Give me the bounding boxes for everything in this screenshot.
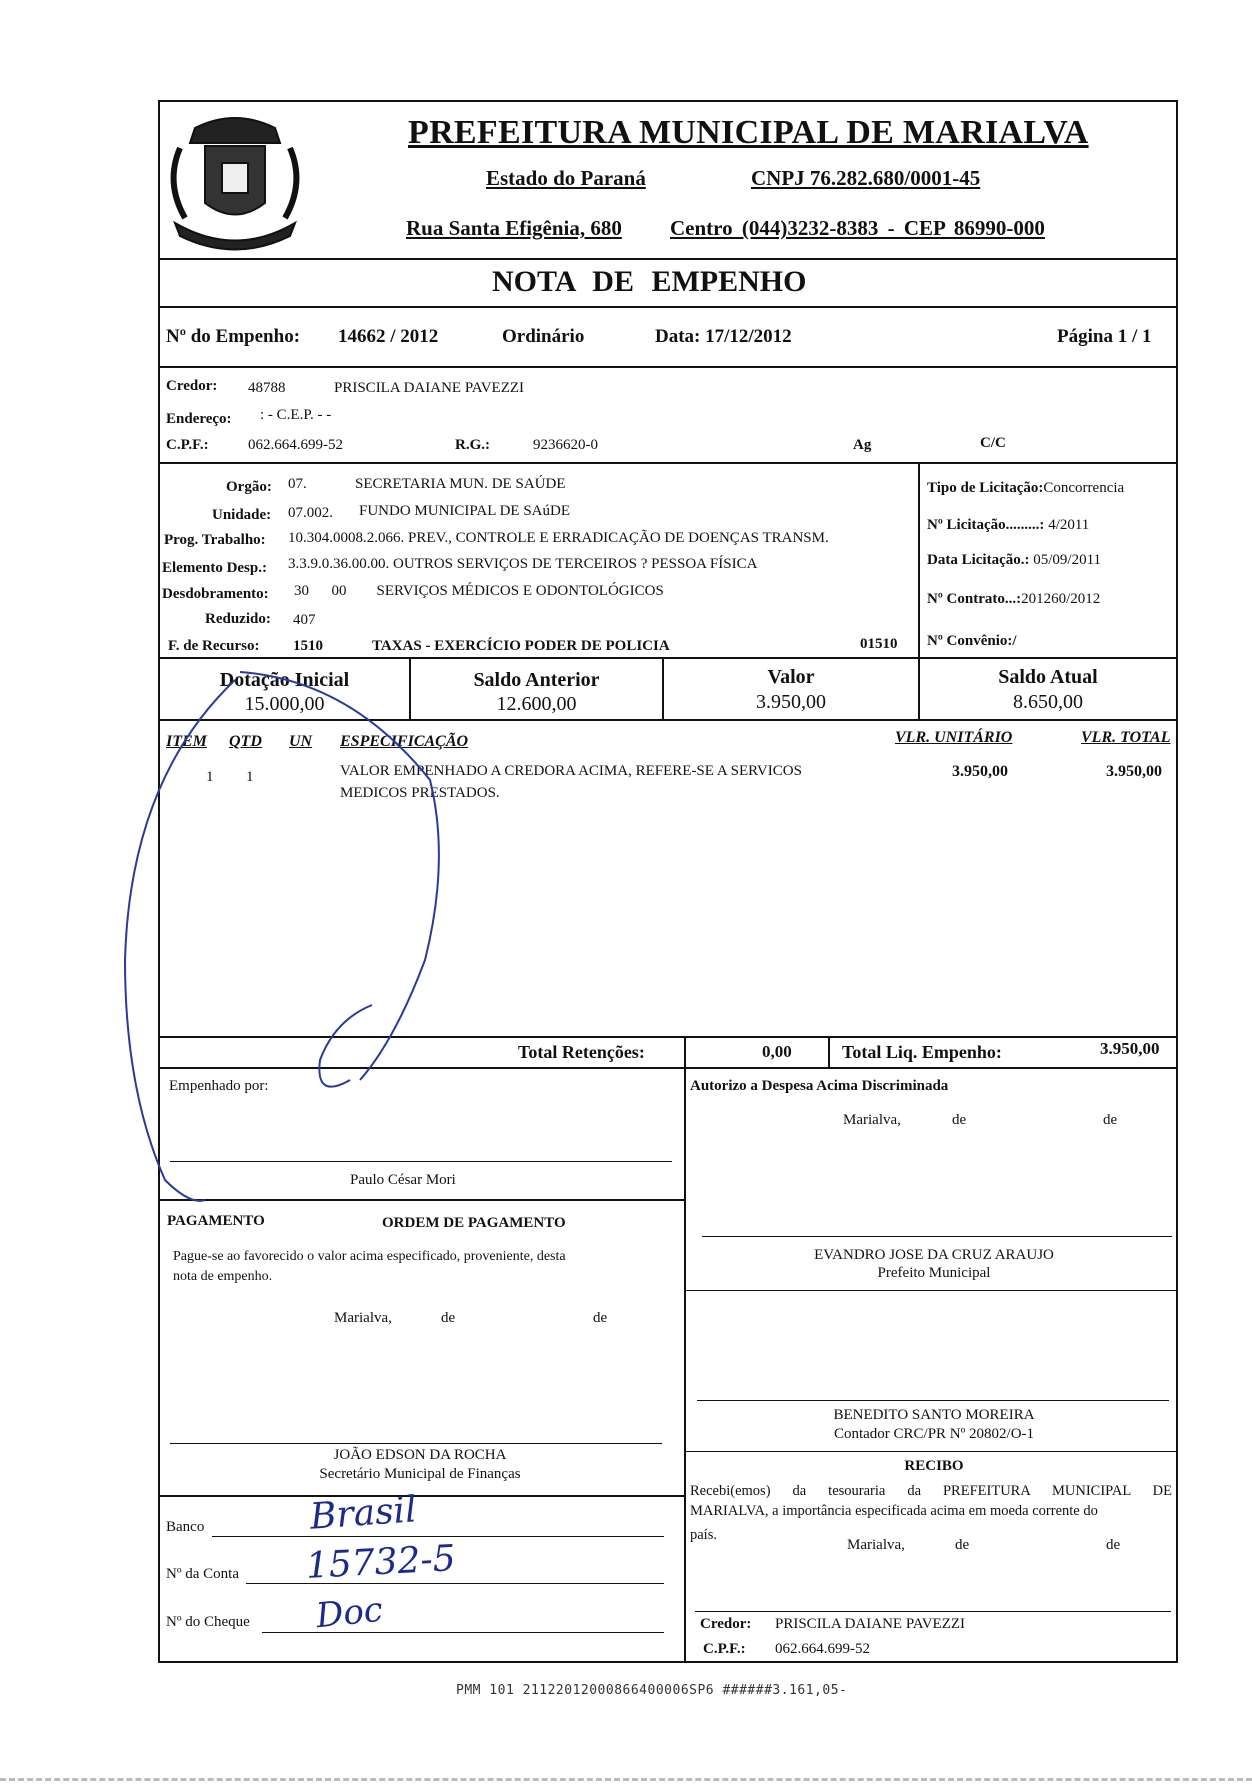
saldo-anterior-label: Saldo Anterior <box>473 669 600 691</box>
col-vlr-total: VLR. TOTAL <box>1081 729 1171 746</box>
credor-name: PRISCILA DAIANE PAVEZZI <box>334 380 525 396</box>
orgao-label: Orgão: <box>226 479 272 495</box>
state-name: Estado do Paraná <box>486 166 646 190</box>
empenho-number: 14662 / 2012 <box>338 326 439 347</box>
address-details: Centro (044)3232-8383 - CEP 86990-000 <box>670 216 1045 240</box>
desdobramento-label: Desdobramento: <box>162 586 269 602</box>
pagamento-place: Marialva, <box>334 1310 392 1326</box>
empenho-type: Ordinário <box>502 326 585 347</box>
saldo-atual-value: 8.650,00 <box>1013 691 1083 713</box>
prefeito-name: EVANDRO JOSE DA CRUZ ARAUJO <box>814 1247 1054 1263</box>
item-spec-line1: VALOR EMPENHADO A CREDORA ACIMA, REFERE-SE A SERVICOS <box>340 763 802 779</box>
tipo-licitacao: Tipo de Licitação:Concorrencia <box>927 480 1125 496</box>
col-un: UN <box>289 733 313 750</box>
liquido-value: 3.950,00 <box>1100 1039 1160 1058</box>
autorizo-de1: de <box>952 1112 967 1128</box>
dotacao-value: 15.000,00 <box>244 693 325 715</box>
account-label: C/C <box>980 435 1006 451</box>
document-footer-code: PMM 101 21122012000866400006SP6 ######3.161,05- <box>456 1683 848 1698</box>
recibo-cpf-value: 062.664.699-52 <box>775 1641 870 1657</box>
empenho-date: Data: 17/12/2012 <box>655 326 792 347</box>
agency-label: Ag <box>853 437 872 453</box>
empenhado-name: Paulo César Mori <box>350 1172 456 1188</box>
orgao-value: SECRETARIA MUN. DE SAÚDE <box>355 476 566 492</box>
reduzido-label: Reduzido: <box>205 611 271 627</box>
numero-licitacao: Nº Licitação.........: 4/2011 <box>927 517 1090 533</box>
unidade-code: 07.002. <box>288 505 333 521</box>
recibo-title: RECIBO <box>904 1458 964 1474</box>
data-licitacao: Data Licitação.: 05/09/2011 <box>927 552 1102 568</box>
recibo-de2: de <box>1106 1537 1121 1553</box>
recurso-code2: 01510 <box>860 636 898 652</box>
col-vlr-unitario: VLR. UNITÁRIO <box>895 729 1013 746</box>
recibo-text-line2: MARIALVA, a importância especificada acima em moeda corrente do <box>690 1503 1098 1519</box>
cheque-label: Nº do Cheque <box>166 1614 250 1630</box>
recurso-label: F. de Recurso: <box>168 638 260 654</box>
page-edge-divider <box>0 1778 1252 1781</box>
contador-role: Contador CRC/PR Nº 20802/O-1 <box>833 1426 1035 1442</box>
endereco-label: Endereço: <box>166 411 232 427</box>
banco-label: Banco <box>166 1519 205 1535</box>
retencoes-label: Total Retenções: <box>518 1042 645 1062</box>
page-number: Página 1 / 1 <box>1057 326 1152 347</box>
address-street: Rua Santa Efigênia, 680 <box>406 216 622 240</box>
ordem-pagamento-label: ORDEM DE PAGAMENTO <box>382 1215 566 1231</box>
autorizo-label: Autorizo a Despesa Acima Discriminada <box>690 1078 949 1094</box>
credor-label: Credor: <box>166 378 218 394</box>
valor-value: 3.950,00 <box>756 691 826 713</box>
prog-value: 10.304.0008.2.066. PREV., CONTROLE E ERRADICAÇÃO DE DOENÇAS TRANSM. <box>288 530 829 546</box>
item-unit-price: 3.950,00 <box>952 763 1008 780</box>
rg-label: R.G.: <box>455 437 490 453</box>
numero-convenio: Nº Convênio:/ <box>927 633 1017 649</box>
desdobramento-value: 30 00 SERVIÇOS MÉDICOS E ODONTOLÓGICOS <box>294 583 664 599</box>
recurso-code: 1510 <box>293 638 323 654</box>
valor-label: Valor <box>767 666 815 688</box>
empenhado-label: Empenhado por: <box>169 1078 269 1094</box>
elemento-label: Elemento Desp.: <box>162 560 267 576</box>
pagamento-text-line1: Pague-se ao favorecido o valor acima especificado, proveniente, desta <box>173 1249 566 1264</box>
secretario-name: JOÃO EDSON DA ROCHA <box>333 1447 507 1463</box>
recurso-value: TAXAS - EXERCÍCIO PODER DE POLICIA <box>372 638 670 654</box>
orgao-code: 07. <box>288 476 307 492</box>
cheque-handwritten: Doc <box>314 1589 385 1637</box>
banco-handwritten: Brasil <box>308 1489 418 1538</box>
numero-contrato: Nº Contrato...:201260/2012 <box>927 591 1101 607</box>
col-especificacao: ESPECIFICAÇÃO <box>340 733 469 750</box>
document-title: NOTA DE EMPENHO <box>492 265 807 298</box>
contador-name: BENEDITO SANTO MOREIRA <box>833 1407 1035 1423</box>
recibo-cpf-label: C.P.F.: <box>703 1641 746 1657</box>
dotacao-label: Dotação Inicial <box>219 669 350 691</box>
item-total-price: 3.950,00 <box>1106 763 1162 780</box>
reduzido-value: 407 <box>293 612 316 628</box>
prefeito-role: Prefeito Municipal <box>877 1265 991 1281</box>
recibo-text-line1: Recebi(emos) da tesouraria da PREFEITURA MUNICIPAL DE <box>690 1483 1172 1499</box>
recibo-de1: de <box>955 1537 970 1553</box>
autorizo-de2: de <box>1103 1112 1118 1128</box>
credor-code: 48788 <box>248 380 286 396</box>
secretario-role: Secretário Municipal de Finanças <box>319 1466 521 1482</box>
recibo-place: Marialva, <box>847 1537 905 1553</box>
unidade-value: FUNDO MUNICIPAL DE SAúDE <box>359 503 570 519</box>
pagamento-de2: de <box>593 1310 608 1326</box>
empenho-label: Nº do Empenho: <box>166 326 301 347</box>
recibo-text-line3: país. <box>690 1527 717 1543</box>
recibo-credor-label: Credor: <box>700 1616 752 1632</box>
cpf-label: C.P.F.: <box>166 437 209 453</box>
col-item: ITEM <box>166 733 207 750</box>
municipality-title: PREFEITURA MUNICIPAL DE MARIALVA <box>408 114 1089 151</box>
recibo-credor-value: PRISCILA DAIANE PAVEZZI <box>775 1616 966 1632</box>
conta-label: Nº da Conta <box>166 1566 239 1582</box>
pagamento-de1: de <box>441 1310 456 1326</box>
prog-label: Prog. Trabalho: <box>164 532 266 548</box>
crest-lettering: MARIALVA <box>212 229 258 239</box>
municipal-crest-icon <box>160 108 310 258</box>
conta-handwritten: 15732-5 <box>305 1538 457 1587</box>
saldo-anterior-value: 12.600,00 <box>496 693 577 715</box>
pen-mark-oval <box>110 660 470 1220</box>
item-qtd: 1 <box>246 769 254 785</box>
autorizo-place: Marialva, <box>843 1112 901 1128</box>
pagamento-text-line2: nota de empenho. <box>173 1269 273 1284</box>
retencoes-value: 0,00 <box>762 1042 792 1061</box>
elemento-value: 3.3.9.0.36.00.00. OUTROS SERVIÇOS DE TERCEIROS ? PESSOA FÍSICA <box>288 556 758 572</box>
pagamento-label: PAGAMENTO <box>167 1213 265 1229</box>
cnpj: CNPJ 76.282.680/0001-45 <box>751 166 981 190</box>
liquido-label: Total Liq. Empenho: <box>842 1042 1002 1062</box>
item-spec-line2: MEDICOS PRESTADOS. <box>340 785 500 801</box>
cpf-value: 062.664.699-52 <box>248 437 343 453</box>
endereco-value: : - C.E.P. - - <box>260 407 332 423</box>
saldo-atual-label: Saldo Atual <box>998 666 1098 688</box>
unidade-label: Unidade: <box>212 507 272 523</box>
rg-value: 9236620-0 <box>533 437 598 453</box>
col-qtd: QTD <box>229 733 262 750</box>
item-number: 1 <box>206 769 214 785</box>
